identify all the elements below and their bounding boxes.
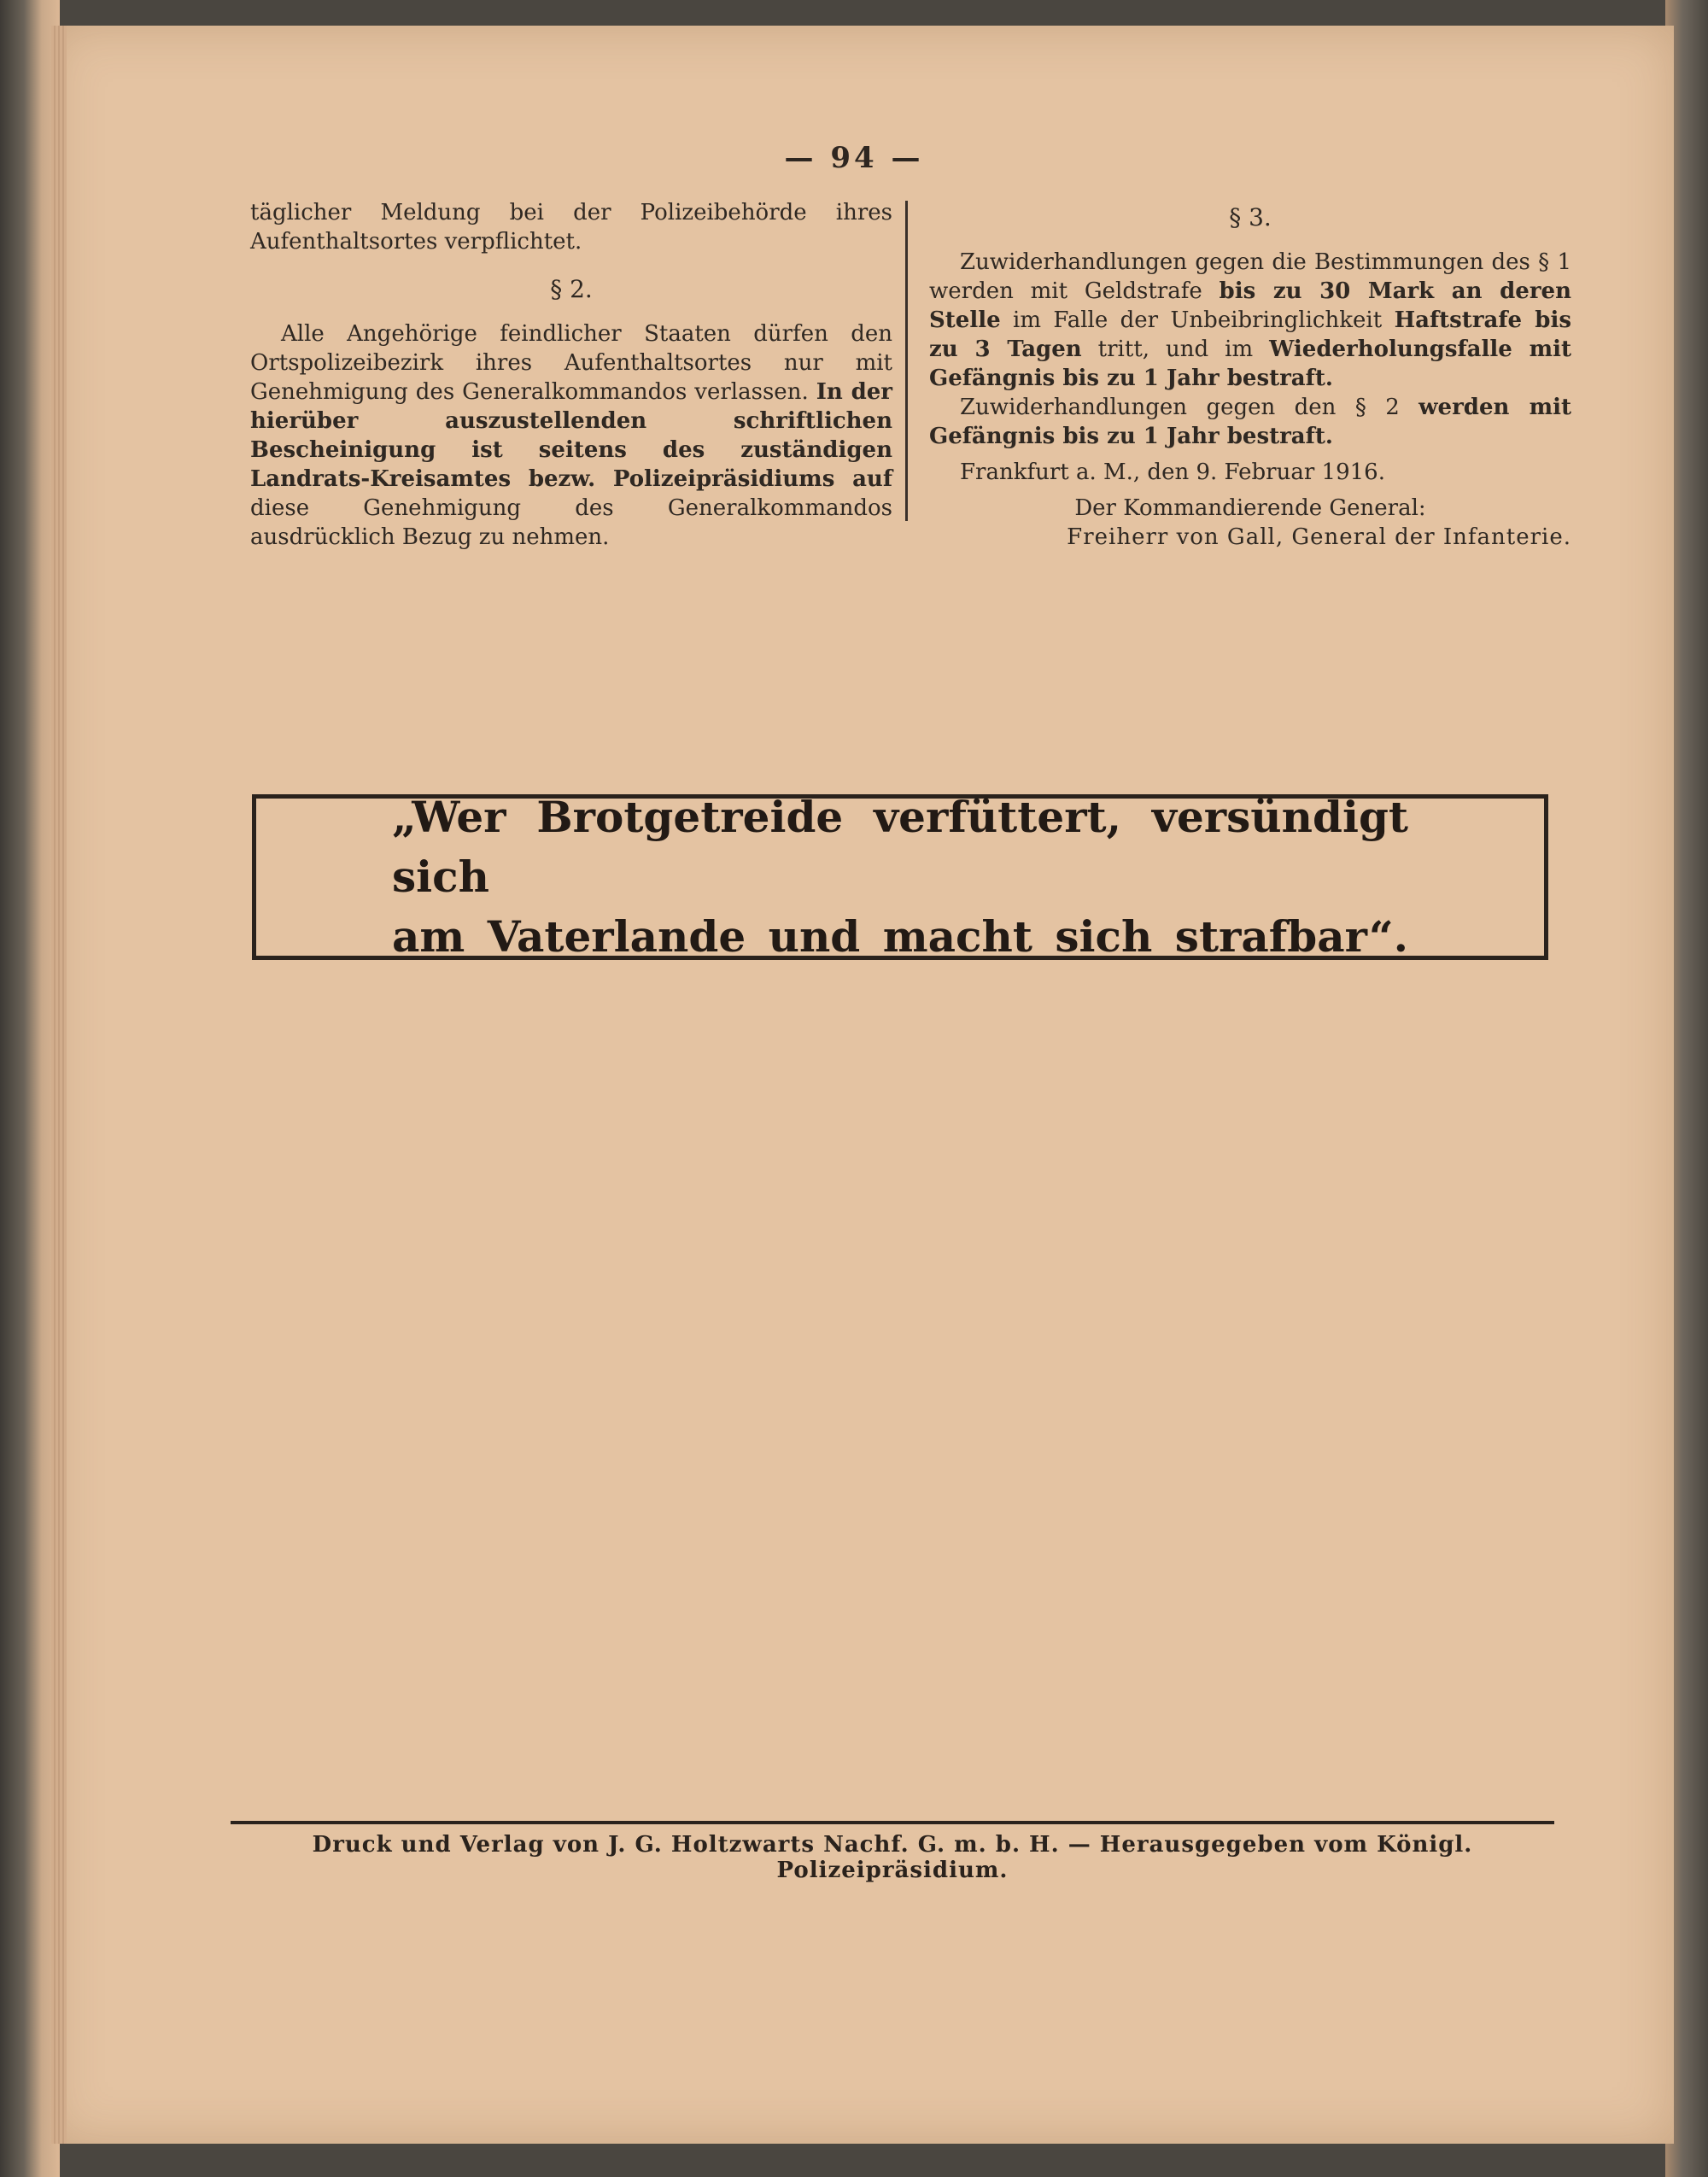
column-divider: [905, 201, 908, 521]
imprint-line: Druck und Verlag von J. G. Holtzwarts Nachf. G. m. b. H. — Herausgegeben vom Königl. Polizeipräsidium.: [312, 1832, 1473, 1883]
slogan-line-2: am Vaterlande und macht sich strafbar“.: [392, 911, 1408, 962]
signature-title: Der Kommandierende General:: [1074, 495, 1426, 521]
s3p1-e: tritt, und im: [1081, 336, 1270, 362]
slogan-box: [252, 794, 1548, 960]
s3p1-b: bis zu 30 Mark an deren Stelle: [929, 278, 1571, 333]
s3p2-a: Zuwiderhandlungen gegen den § 2: [960, 395, 1419, 420]
right-column: [929, 203, 1571, 552]
s3p1-a: Zuwiderhandlungen gegen die Bestimmungen des § 1 werden mit Geldstrafe: [929, 249, 1571, 304]
s3p2-b: werden mit Gefängnis bis zu 1 Jahr bestraft.: [929, 395, 1571, 449]
section-3-paragraph-2: [929, 393, 1571, 451]
section-2-text-bold: In der hierüber auszustellenden schriftlichen Bescheinigung ist seitens des zuständigen Landrats-Kreisamtes bezw. Polizeipräsidiums auf: [250, 379, 892, 492]
s3p1-f: Wiederholungsfalle mit Gefängnis bis zu 1 Jahr bestraft.: [929, 336, 1571, 391]
page-number: — 94 —: [784, 141, 924, 175]
section-2-heading: § 2.: [550, 275, 593, 303]
footer-rule: [231, 1821, 1554, 1824]
continuation-paragraph: täglicher Meldung bei der Polizeibehörde ihres Aufenthaltsortes verpflichtet.: [250, 200, 892, 255]
date-line: Frankfurt a. M., den 9. Februar 1916.: [960, 459, 1385, 485]
s3p1-c: im Falle der Unbeibringlichkeit: [1000, 307, 1395, 333]
slogan-line-1: „Wer Brotgetreide verfüttert, versündigt sich: [392, 792, 1408, 902]
signature-name: Freiherr von Gall, General der Infanterie.: [1067, 524, 1571, 550]
left-column: [250, 198, 892, 552]
section-3-paragraph-1: [929, 248, 1571, 393]
section-3-heading: § 3.: [1229, 203, 1272, 231]
page-leaves: [51, 26, 67, 2144]
section-2-paragraph: [250, 319, 892, 552]
s3p1-d: Haftstrafe bis zu 3 Tagen: [929, 307, 1571, 362]
section-2-text-end: diese Genehmigung des Generalkommandos ausdrücklich Bezug zu nehmen.: [250, 495, 892, 550]
section-2-text: Alle Angehörige feindlicher Staaten dürfen den Ortspolizeibezirk ihres Aufenthaltsortes nur mit Genehmigung des Generalkommandos verlassen.: [250, 321, 892, 405]
